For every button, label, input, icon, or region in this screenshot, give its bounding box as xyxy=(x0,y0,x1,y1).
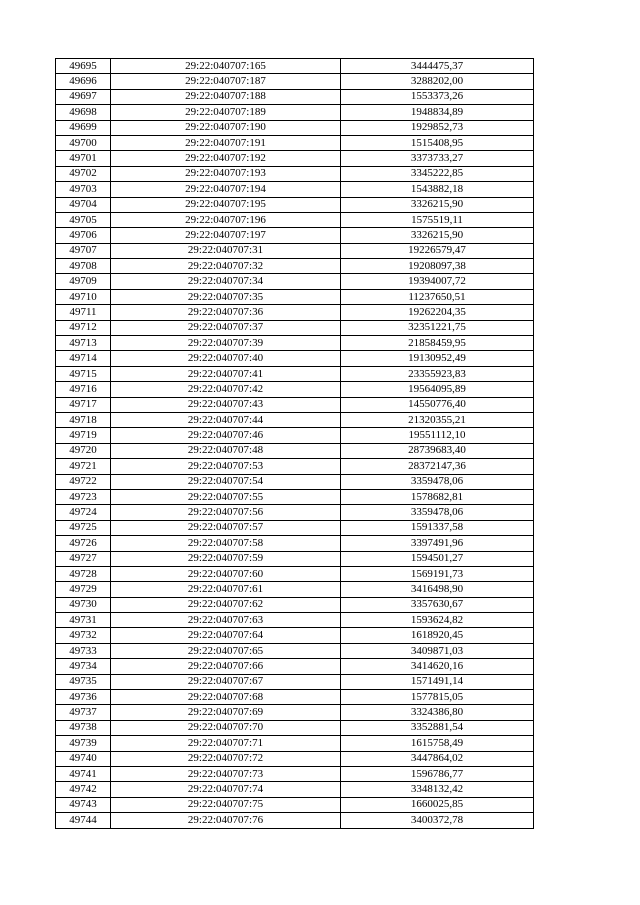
row-number-cell: 49695 xyxy=(56,59,111,74)
table-row xyxy=(56,366,534,381)
cadastral-number-cell: 29:22:040707:36 xyxy=(111,305,341,320)
cadastral-number-cell: 29:22:040707:46 xyxy=(111,428,341,443)
row-number-cell: 49720 xyxy=(56,443,111,458)
value-cell: 3324386,80 xyxy=(341,705,534,720)
cadastral-number-cell: 29:22:040707:61 xyxy=(111,582,341,597)
table-row xyxy=(56,274,534,289)
value-cell: 3352881,54 xyxy=(341,720,534,735)
value-cell: 3326215,90 xyxy=(341,228,534,243)
row-number-cell: 49738 xyxy=(56,720,111,735)
cadastral-number-cell: 29:22:040707:60 xyxy=(111,566,341,581)
row-number-cell: 49742 xyxy=(56,782,111,797)
cadastral-number-cell: 29:22:040707:31 xyxy=(111,243,341,258)
cadastral-number-cell: 29:22:040707:44 xyxy=(111,412,341,427)
table-row xyxy=(56,74,534,89)
cadastral-number-cell: 29:22:040707:40 xyxy=(111,351,341,366)
table-row xyxy=(56,351,534,366)
table-row xyxy=(56,135,534,150)
value-cell: 1929852,73 xyxy=(341,120,534,135)
row-number-cell: 49712 xyxy=(56,320,111,335)
cadastral-number-cell: 29:22:040707:192 xyxy=(111,151,341,166)
value-cell: 1948834,89 xyxy=(341,105,534,120)
row-number-cell: 49711 xyxy=(56,305,111,320)
cadastral-number-cell: 29:22:040707:64 xyxy=(111,628,341,643)
table-row xyxy=(56,382,534,397)
table-row xyxy=(56,766,534,781)
table-row xyxy=(56,674,534,689)
row-number-cell: 49706 xyxy=(56,228,111,243)
cadastral-number-cell: 29:22:040707:53 xyxy=(111,459,341,474)
value-cell: 19130952,49 xyxy=(341,351,534,366)
table-row xyxy=(56,459,534,474)
table-row xyxy=(56,105,534,120)
value-cell: 3447864,02 xyxy=(341,751,534,766)
cadastral-number-cell: 29:22:040707:66 xyxy=(111,659,341,674)
cadastral-number-cell: 29:22:040707:73 xyxy=(111,766,341,781)
cadastral-number-cell: 29:22:040707:41 xyxy=(111,366,341,381)
row-number-cell: 49725 xyxy=(56,520,111,535)
table-row xyxy=(56,151,534,166)
table-row xyxy=(56,505,534,520)
cadastral-number-cell: 29:22:040707:56 xyxy=(111,505,341,520)
row-number-cell: 49743 xyxy=(56,797,111,812)
value-cell: 1553373,26 xyxy=(341,89,534,104)
cadastral-number-cell: 29:22:040707:67 xyxy=(111,674,341,689)
table-row xyxy=(56,228,534,243)
value-cell: 19262204,35 xyxy=(341,305,534,320)
row-number-cell: 49703 xyxy=(56,182,111,197)
table-row xyxy=(56,597,534,612)
table-row xyxy=(56,120,534,135)
value-cell: 23355923,83 xyxy=(341,366,534,381)
row-number-cell: 49696 xyxy=(56,74,111,89)
cadastral-number-cell: 29:22:040707:59 xyxy=(111,551,341,566)
row-number-cell: 49713 xyxy=(56,336,111,351)
value-cell: 1543882,18 xyxy=(341,182,534,197)
cadastral-number-cell: 29:22:040707:42 xyxy=(111,382,341,397)
row-number-cell: 49702 xyxy=(56,166,111,181)
table-row xyxy=(56,813,534,828)
table-row xyxy=(56,690,534,705)
table-row xyxy=(56,428,534,443)
table-row xyxy=(56,336,534,351)
table-row xyxy=(56,212,534,227)
row-number-cell: 49733 xyxy=(56,643,111,658)
row-number-cell: 49715 xyxy=(56,366,111,381)
cadastral-number-cell: 29:22:040707:72 xyxy=(111,751,341,766)
cadastral-number-cell: 29:22:040707:57 xyxy=(111,520,341,535)
cadastral-number-cell: 29:22:040707:195 xyxy=(111,197,341,212)
row-number-cell: 49699 xyxy=(56,120,111,135)
table-row xyxy=(56,536,534,551)
cadastral-number-cell: 29:22:040707:39 xyxy=(111,336,341,351)
value-cell: 3326215,90 xyxy=(341,197,534,212)
cadastral-number-cell: 29:22:040707:74 xyxy=(111,782,341,797)
table-body xyxy=(56,59,534,829)
cadastral-number-cell: 29:22:040707:194 xyxy=(111,182,341,197)
row-number-cell: 49724 xyxy=(56,505,111,520)
table-row xyxy=(56,320,534,335)
row-number-cell: 49704 xyxy=(56,197,111,212)
row-number-cell: 49701 xyxy=(56,151,111,166)
row-number-cell: 49730 xyxy=(56,597,111,612)
value-cell: 19564095,89 xyxy=(341,382,534,397)
value-cell: 3359478,06 xyxy=(341,474,534,489)
cadastral-number-cell: 29:22:040707:63 xyxy=(111,613,341,628)
row-number-cell: 49709 xyxy=(56,274,111,289)
cadastral-number-cell: 29:22:040707:187 xyxy=(111,74,341,89)
value-cell: 3288202,00 xyxy=(341,74,534,89)
value-cell: 1615758,49 xyxy=(341,736,534,751)
table-row xyxy=(56,59,534,74)
row-number-cell: 49721 xyxy=(56,459,111,474)
row-number-cell: 49744 xyxy=(56,813,111,828)
cadastral-number-cell: 29:22:040707:35 xyxy=(111,289,341,304)
value-cell: 3397491,96 xyxy=(341,536,534,551)
value-cell: 3416498,90 xyxy=(341,582,534,597)
value-cell: 1575519,11 xyxy=(341,212,534,227)
row-number-cell: 49700 xyxy=(56,135,111,150)
value-cell: 11237650,51 xyxy=(341,289,534,304)
value-cell: 3414620,16 xyxy=(341,659,534,674)
value-cell: 19226579,47 xyxy=(341,243,534,258)
value-cell: 1515408,95 xyxy=(341,135,534,150)
value-cell: 1618920,45 xyxy=(341,628,534,643)
value-cell: 3409871,03 xyxy=(341,643,534,658)
cadastral-number-cell: 29:22:040707:58 xyxy=(111,536,341,551)
row-number-cell: 49708 xyxy=(56,259,111,274)
data-table xyxy=(55,58,534,829)
cadastral-number-cell: 29:22:040707:188 xyxy=(111,89,341,104)
cadastral-number-cell: 29:22:040707:165 xyxy=(111,59,341,74)
value-cell: 1571491,14 xyxy=(341,674,534,689)
table-row xyxy=(56,397,534,412)
value-cell: 1569191,73 xyxy=(341,566,534,581)
table-row xyxy=(56,643,534,658)
table-row xyxy=(56,443,534,458)
row-number-cell: 49727 xyxy=(56,551,111,566)
value-cell: 14550776,40 xyxy=(341,397,534,412)
value-cell: 1594501,27 xyxy=(341,551,534,566)
table-row xyxy=(56,182,534,197)
table-row xyxy=(56,628,534,643)
row-number-cell: 49739 xyxy=(56,736,111,751)
table-row xyxy=(56,243,534,258)
row-number-cell: 49736 xyxy=(56,690,111,705)
value-cell: 32351221,75 xyxy=(341,320,534,335)
value-cell: 19208097,38 xyxy=(341,259,534,274)
row-number-cell: 49718 xyxy=(56,412,111,427)
value-cell: 3400372,78 xyxy=(341,813,534,828)
row-number-cell: 49731 xyxy=(56,613,111,628)
table-row xyxy=(56,566,534,581)
row-number-cell: 49740 xyxy=(56,751,111,766)
value-cell: 1596786,77 xyxy=(341,766,534,781)
row-number-cell: 49734 xyxy=(56,659,111,674)
cadastral-number-cell: 29:22:040707:76 xyxy=(111,813,341,828)
table-row xyxy=(56,412,534,427)
row-number-cell: 49728 xyxy=(56,566,111,581)
cadastral-number-cell: 29:22:040707:193 xyxy=(111,166,341,181)
value-cell: 28372147,36 xyxy=(341,459,534,474)
table-row xyxy=(56,551,534,566)
cadastral-number-cell: 29:22:040707:70 xyxy=(111,720,341,735)
value-cell: 19394007,72 xyxy=(341,274,534,289)
table-row xyxy=(56,582,534,597)
cadastral-number-cell: 29:22:040707:62 xyxy=(111,597,341,612)
table-row xyxy=(56,751,534,766)
value-cell: 28739683,40 xyxy=(341,443,534,458)
value-cell: 1577815,05 xyxy=(341,690,534,705)
table-row xyxy=(56,197,534,212)
row-number-cell: 49707 xyxy=(56,243,111,258)
value-cell: 3444475,37 xyxy=(341,59,534,74)
row-number-cell: 49729 xyxy=(56,582,111,597)
table-row xyxy=(56,305,534,320)
row-number-cell: 49741 xyxy=(56,766,111,781)
cadastral-number-cell: 29:22:040707:75 xyxy=(111,797,341,812)
row-number-cell: 49732 xyxy=(56,628,111,643)
value-cell: 3348132,42 xyxy=(341,782,534,797)
value-cell: 3345222,85 xyxy=(341,166,534,181)
value-cell: 3373733,27 xyxy=(341,151,534,166)
cadastral-number-cell: 29:22:040707:32 xyxy=(111,259,341,274)
cadastral-number-cell: 29:22:040707:68 xyxy=(111,690,341,705)
row-number-cell: 49735 xyxy=(56,674,111,689)
cadastral-number-cell: 29:22:040707:54 xyxy=(111,474,341,489)
value-cell: 1660025,85 xyxy=(341,797,534,812)
row-number-cell: 49737 xyxy=(56,705,111,720)
table-row xyxy=(56,259,534,274)
row-number-cell: 49705 xyxy=(56,212,111,227)
value-cell: 1593624,82 xyxy=(341,613,534,628)
value-cell: 3359478,06 xyxy=(341,505,534,520)
cadastral-number-cell: 29:22:040707:191 xyxy=(111,135,341,150)
value-cell: 3357630,67 xyxy=(341,597,534,612)
table-row xyxy=(56,89,534,104)
table-row xyxy=(56,474,534,489)
table-row xyxy=(56,289,534,304)
cadastral-number-cell: 29:22:040707:37 xyxy=(111,320,341,335)
row-number-cell: 49726 xyxy=(56,536,111,551)
table-row xyxy=(56,720,534,735)
value-cell: 21320355,21 xyxy=(341,412,534,427)
table-row xyxy=(56,166,534,181)
row-number-cell: 49710 xyxy=(56,289,111,304)
cadastral-number-cell: 29:22:040707:65 xyxy=(111,643,341,658)
table-row xyxy=(56,705,534,720)
table-row xyxy=(56,782,534,797)
value-cell: 19551112,10 xyxy=(341,428,534,443)
cadastral-number-cell: 29:22:040707:190 xyxy=(111,120,341,135)
cadastral-number-cell: 29:22:040707:196 xyxy=(111,212,341,227)
table-row xyxy=(56,659,534,674)
table-row xyxy=(56,797,534,812)
cadastral-number-cell: 29:22:040707:48 xyxy=(111,443,341,458)
cadastral-number-cell: 29:22:040707:189 xyxy=(111,105,341,120)
value-cell: 1591337,58 xyxy=(341,520,534,535)
table-row xyxy=(56,736,534,751)
cadastral-number-cell: 29:22:040707:43 xyxy=(111,397,341,412)
table-row xyxy=(56,520,534,535)
table-row xyxy=(56,489,534,504)
value-cell: 21858459,95 xyxy=(341,336,534,351)
row-number-cell: 49717 xyxy=(56,397,111,412)
row-number-cell: 49697 xyxy=(56,89,111,104)
row-number-cell: 49719 xyxy=(56,428,111,443)
cadastral-number-cell: 29:22:040707:34 xyxy=(111,274,341,289)
cadastral-number-cell: 29:22:040707:69 xyxy=(111,705,341,720)
row-number-cell: 49722 xyxy=(56,474,111,489)
table-row xyxy=(56,613,534,628)
row-number-cell: 49723 xyxy=(56,489,111,504)
cadastral-number-cell: 29:22:040707:71 xyxy=(111,736,341,751)
cadastral-number-cell: 29:22:040707:55 xyxy=(111,489,341,504)
row-number-cell: 49698 xyxy=(56,105,111,120)
row-number-cell: 49716 xyxy=(56,382,111,397)
cadastral-number-cell: 29:22:040707:197 xyxy=(111,228,341,243)
value-cell: 1578682,81 xyxy=(341,489,534,504)
row-number-cell: 49714 xyxy=(56,351,111,366)
document-page xyxy=(55,58,533,829)
